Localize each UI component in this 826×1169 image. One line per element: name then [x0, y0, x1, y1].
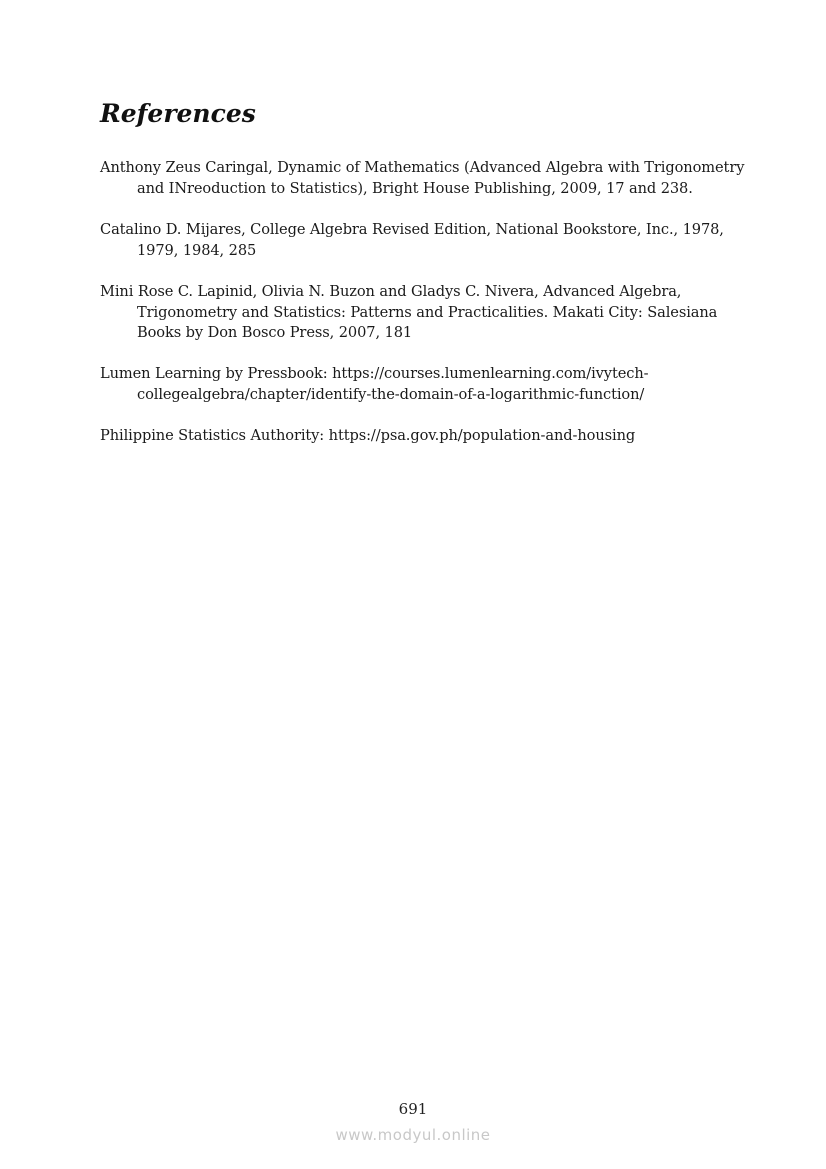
page-title: References: [100, 99, 256, 128]
reference-item: Philippine Statistics Authority: https://psa.gov.ph/population-and-housing: [100, 427, 636, 445]
reference-item: Catalino D. Mijares, College Algebra Revised Edition, National Bookstore, Inc., 1978, 1979, 1984, 285: [100, 220, 724, 259]
reference-list: [100, 158, 750, 468]
reference-item: Anthony Zeus Caringal, Dynamic of Mathematics (Advanced Algebra with Trigonometry and INreoduction to Statistics), Bright House Publishing, 2009, 17 and 238.: [100, 159, 745, 197]
reference-item: Lumen Learning by Pressbook: https://courses.lumenlearning.com/ivytech-collegealgebra/chapter/identify-the-domain-of-a-logarithmic-function/: [100, 365, 649, 404]
reference-item: Mini Rose C. Lapinid, Olivia N. Buzon and Gladys C. Nivera, Advanced Algebra, Trigonometry and Statistics: Patterns and Practicalities. Makati City: Salesiana Books by Don Bosco Press, 2007, 181: [100, 282, 718, 342]
watermark: www.modyul.online: [335, 1126, 491, 1144]
page-number: 691: [398, 1100, 428, 1118]
